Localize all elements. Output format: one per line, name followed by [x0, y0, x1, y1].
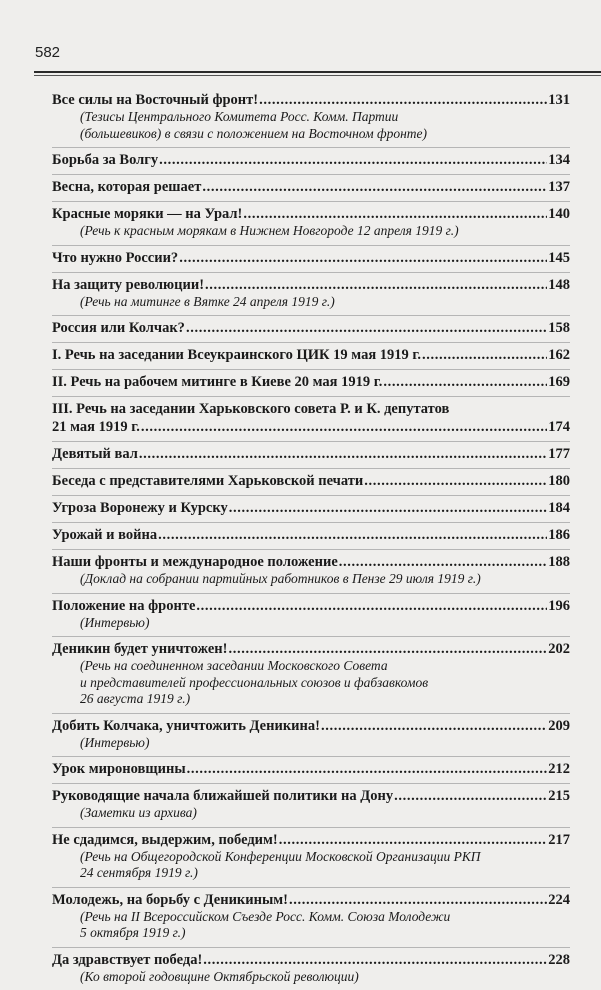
toc-entry-title: Не сдадимся, выдержим, победим! [52, 831, 278, 849]
toc-entry-title: Положение на фронте [52, 597, 195, 615]
toc-entry-title: Девятый вал [52, 445, 138, 463]
toc-entry-row [52, 319, 570, 337]
toc-entry-page: 131 [548, 91, 570, 109]
toc-entry-row [52, 553, 570, 571]
toc-entry-row [52, 346, 570, 364]
dot-leader [179, 249, 547, 267]
toc-entry-page: 215 [548, 787, 570, 805]
toc-entry [52, 757, 570, 784]
toc-entry [52, 828, 570, 888]
toc-entry-title: Руководящие начала ближайшей политики на Дону [52, 787, 393, 805]
toc-entry-row [52, 91, 570, 109]
toc-entry-page: 174 [548, 418, 570, 436]
toc-entry-title: Угроза Воронежу и Курску [52, 499, 228, 517]
toc-entry [52, 202, 570, 246]
header-rule-thin [34, 75, 601, 76]
toc-entry-subtitle: (Речь к красным морякам в Нижнем Новгороде 12 апреля 1919 г.) [52, 223, 570, 240]
toc-entry [52, 469, 570, 496]
table-of-contents [52, 88, 570, 990]
toc-entry-subtitle: 26 августа 1919 г.) [52, 691, 570, 708]
toc-entry [52, 246, 570, 273]
toc-entry-page: 184 [548, 499, 570, 517]
toc-entry-row [52, 891, 570, 909]
dot-leader [203, 951, 547, 969]
toc-entry-title: II. Речь на рабочем митинге в Киеве 20 мая 1919 г. [52, 373, 382, 391]
toc-entry-page: 202 [548, 640, 570, 658]
toc-entry-page: 177 [548, 445, 570, 463]
dot-leader [159, 151, 547, 169]
toc-entry-subtitle: (Заметки из архива) [52, 805, 570, 822]
toc-entry-subtitle: (Ко второй годовщине Октябрьской революции) [52, 969, 570, 986]
header-rule [34, 71, 601, 73]
toc-entry-subtitle: (Речь на II Всероссийском Съезде Росс. Комм. Союза Молодежи [52, 909, 570, 926]
toc-entry-subtitle: 24 сентября 1919 г.) [52, 865, 570, 882]
toc-entry-title: Россия или Колчак? [52, 319, 185, 337]
toc-entry-title-line: III. Речь на заседании Харьковского совета Р. и К. депутатов [52, 400, 570, 418]
toc-entry-page: 137 [548, 178, 570, 196]
toc-entry-title: На защиту революции! [52, 276, 204, 294]
toc-entry-title: 21 мая 1919 г. [52, 418, 140, 436]
toc-entry-page: 169 [548, 373, 570, 391]
toc-entry-page: 217 [548, 831, 570, 849]
toc-entry-row [52, 151, 570, 169]
toc-entry-row [52, 276, 570, 294]
dot-leader [196, 597, 547, 615]
toc-entry-row [52, 787, 570, 805]
toc-entry-row [52, 640, 570, 658]
dot-leader [243, 205, 547, 223]
dot-leader [228, 640, 547, 658]
dot-leader [259, 91, 547, 109]
dot-leader [229, 499, 548, 517]
dot-leader [364, 472, 547, 490]
page-number: 582 [35, 44, 60, 61]
toc-entry-page: 188 [548, 553, 570, 571]
toc-entry [52, 316, 570, 343]
toc-entry-subtitle: (Интервью) [52, 615, 570, 632]
toc-entry [52, 637, 570, 714]
toc-entry-title: Борьба за Волгу [52, 151, 158, 169]
toc-entry [52, 88, 570, 148]
dot-leader [187, 760, 548, 778]
toc-entry [52, 397, 570, 442]
toc-entry-subtitle: (Интервью) [52, 735, 570, 752]
toc-entry-row [52, 951, 570, 969]
toc-entry [52, 442, 570, 469]
toc-entry [52, 550, 570, 594]
toc-entry-page: 140 [548, 205, 570, 223]
toc-entry-page: 145 [548, 249, 570, 267]
toc-entry-subtitle: и представителей профессиональных союзов и фабзавкомов [52, 675, 570, 692]
toc-entry [52, 714, 570, 758]
toc-entry-page: 134 [548, 151, 570, 169]
toc-entry [52, 273, 570, 317]
toc-entry-page: 228 [548, 951, 570, 969]
dot-leader [186, 319, 547, 337]
toc-entry-page: 196 [548, 597, 570, 615]
toc-entry-page: 180 [548, 472, 570, 490]
toc-entry-title: Красные моряки — на Урал! [52, 205, 242, 223]
toc-entry [52, 948, 570, 990]
toc-entry-row [52, 472, 570, 490]
dot-leader [202, 178, 547, 196]
toc-entry-page: 224 [548, 891, 570, 909]
toc-entry-subtitle: (Тезисы Центрального Комитета Росс. Комм. Партии [52, 109, 570, 126]
toc-entry [52, 888, 570, 948]
toc-entry-title: Да здравствует победа! [52, 951, 202, 969]
toc-entry-row [52, 831, 570, 849]
dot-leader [205, 276, 547, 294]
toc-entry-row [52, 249, 570, 267]
toc-entry-title: Урок мироновщины [52, 760, 186, 778]
toc-entry-page: 162 [548, 346, 570, 364]
toc-entry-page: 186 [548, 526, 570, 544]
toc-entry [52, 370, 570, 397]
toc-entry-page: 158 [548, 319, 570, 337]
toc-entry-subtitle: (большевиков) в связи с положением на Восточном фронте) [52, 126, 570, 143]
dot-leader [339, 553, 547, 571]
toc-entry-subtitle: (Доклад на собрании партийных работников в Пензе 29 июля 1919 г.) [52, 571, 570, 588]
toc-entry-title: I. Речь на заседании Всеукраинского ЦИК 19 мая 1919 г. [52, 346, 421, 364]
toc-entry-row [52, 445, 570, 463]
toc-entry-title: Что нужно России? [52, 249, 178, 267]
toc-entry-title: Добить Колчака, уничтожить Деникина! [52, 717, 320, 735]
toc-entry-row [52, 597, 570, 615]
toc-entry-row [52, 760, 570, 778]
toc-entry-subtitle: (Речь на Общегородской Конференции Московской Организации РКП [52, 849, 570, 866]
toc-entry-row [52, 178, 570, 196]
toc-entry-title: Все силы на Восточный фронт! [52, 91, 258, 109]
toc-entry-title: Весна, которая решает [52, 178, 201, 196]
toc-entry-subtitle: (Речь на митинге в Вятке 24 апреля 1919 г.) [52, 294, 570, 311]
toc-entry-title: Наши фронты и международное положение [52, 553, 338, 571]
toc-entry-title: Беседа с представителями Харьковской печати [52, 472, 363, 490]
toc-entry-subtitle: 5 октября 1919 г.) [52, 925, 570, 942]
toc-entry-page: 148 [548, 276, 570, 294]
dot-leader [394, 787, 547, 805]
toc-entry-title: Деникин будет уничтожен! [52, 640, 227, 658]
toc-entry [52, 523, 570, 550]
dot-leader [141, 418, 547, 436]
toc-entry-row [52, 205, 570, 223]
toc-entry-page: 209 [548, 717, 570, 735]
toc-entry-subtitle: (Речь на соединенном заседании Московского Совета [52, 658, 570, 675]
dot-leader [289, 891, 547, 909]
toc-entry-row [52, 373, 570, 391]
toc-entry-row [52, 418, 570, 436]
toc-entry [52, 148, 570, 175]
dot-leader [422, 346, 547, 364]
toc-entry-title: Молодежь, на борьбу с Деникиным! [52, 891, 288, 909]
dot-leader [158, 526, 547, 544]
dot-leader [383, 373, 547, 391]
toc-entry-row [52, 526, 570, 544]
toc-entry [52, 343, 570, 370]
dot-leader [321, 717, 547, 735]
toc-entry-row [52, 499, 570, 517]
toc-entry-page: 212 [548, 760, 570, 778]
toc-entry [52, 496, 570, 523]
toc-entry-row [52, 717, 570, 735]
dot-leader [279, 831, 548, 849]
toc-entry [52, 784, 570, 828]
dot-leader [139, 445, 547, 463]
toc-entry [52, 175, 570, 202]
toc-entry-title: Урожай и война [52, 526, 157, 544]
toc-entry [52, 594, 570, 638]
